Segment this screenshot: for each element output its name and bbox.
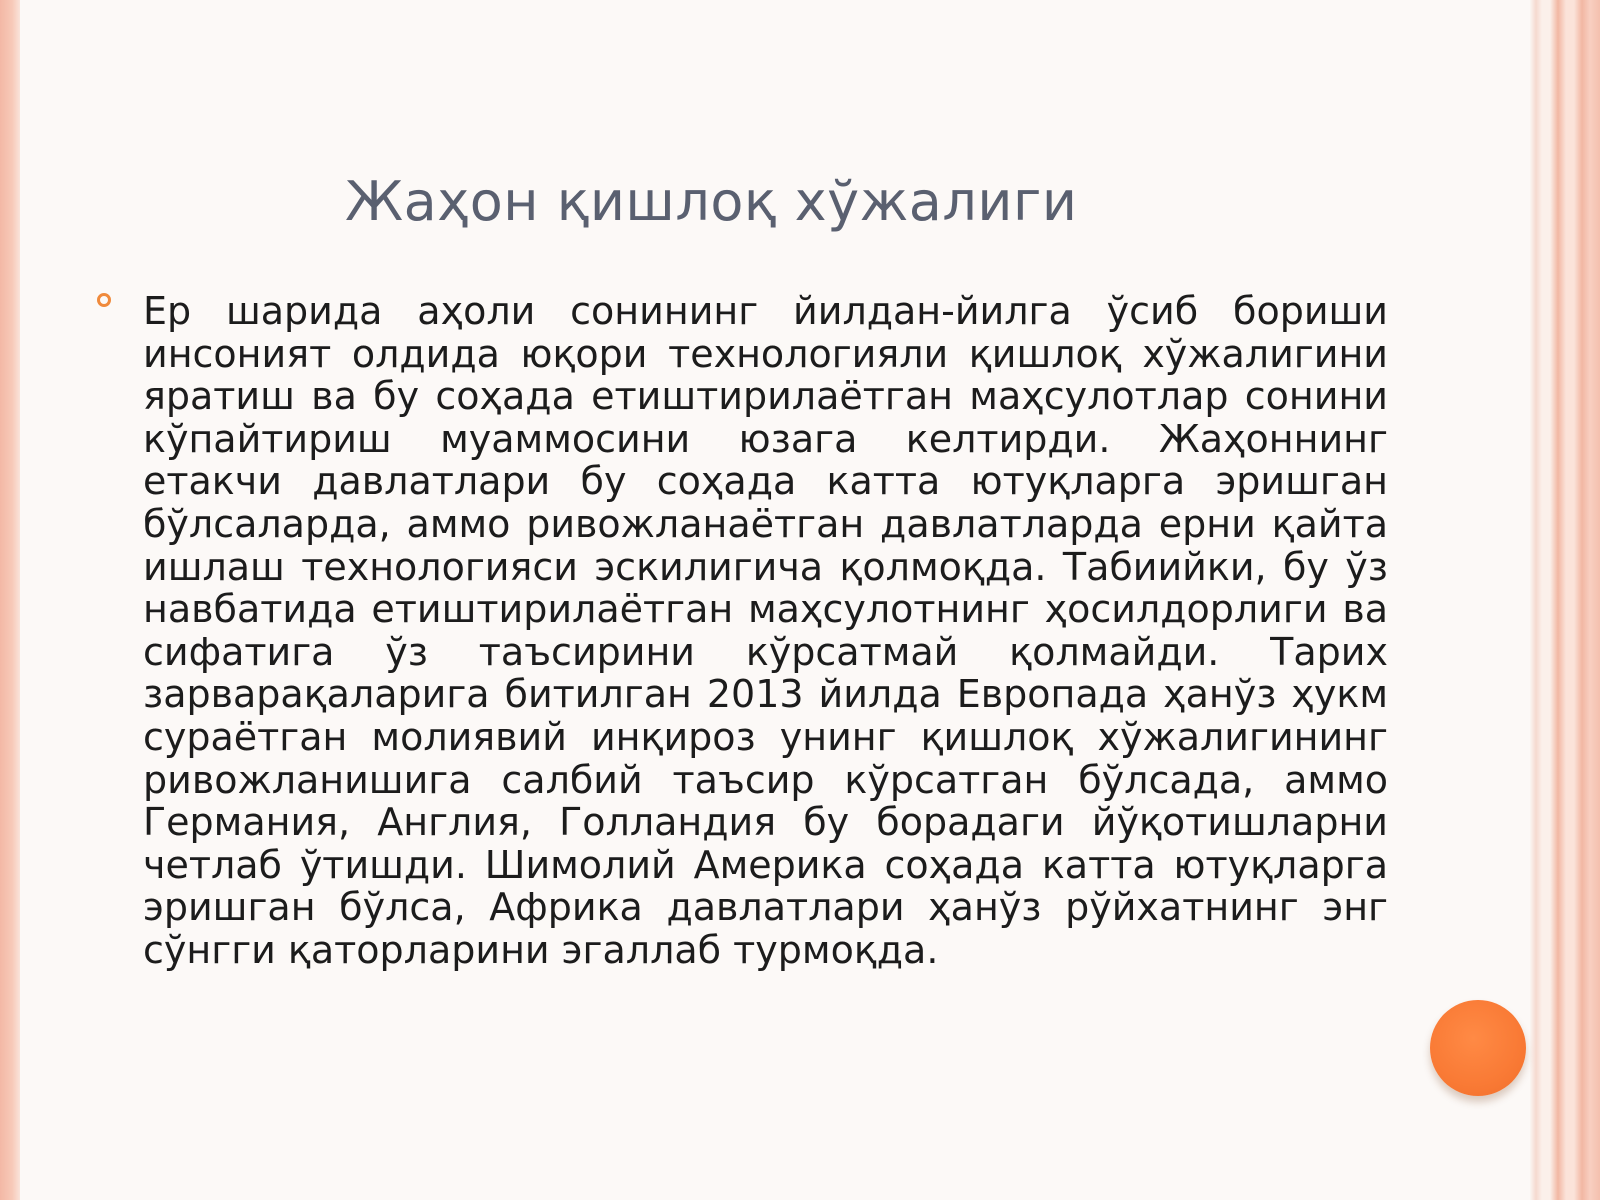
left-border-decoration: [0, 0, 20, 1200]
orange-circle-icon: [1430, 1000, 1526, 1096]
slide-title: Жаҳон қишлоқ хўжалиги: [345, 170, 1078, 233]
circle-bullet-icon: [97, 293, 111, 307]
right-border-decoration: [1530, 0, 1600, 1200]
body-paragraph: Ер шарида аҳоли сонининг йилдан-йилга ўсиб бориши инсоният олдида юқори технологияли қишлоқ хўжалигини яратиш ва бу соҳада етиштирилаётган маҳсулотлар сонини кўпайтириш муаммосини юзага келтирди. Жаҳоннинг етакчи давлатлари бу соҳада катта ютуқларга эришган бўлсаларда, аммо ривожланаётган давлатларда ерни қайта ишлаш технологияси эскилигича қолмоқда. Табиийки, бу ўз навбатида етиштирилаётган маҳсулотнинг ҳосилдорлиги ва сифатига ўз таъсирини кўрсатмай қолмайди. Тарих зарварақаларига битилган 2013 йилда Европада ҳанўз ҳукм сураётган молиявий инқироз унинг қишлоқ хўжалигининг ривожланишига салбий таъсир кўрсатган бўлсада, аммо Германия, Англия, Голландия бу борадаги йўқотишларни четлаб ўтишди. Шимолий Америка соҳада катта ютуқларга эришган бўлса, Африка давлатлари ҳанўз рўйхатнинг энг сўнгги қаторларини эгаллаб турмоқда.: [143, 289, 1388, 972]
